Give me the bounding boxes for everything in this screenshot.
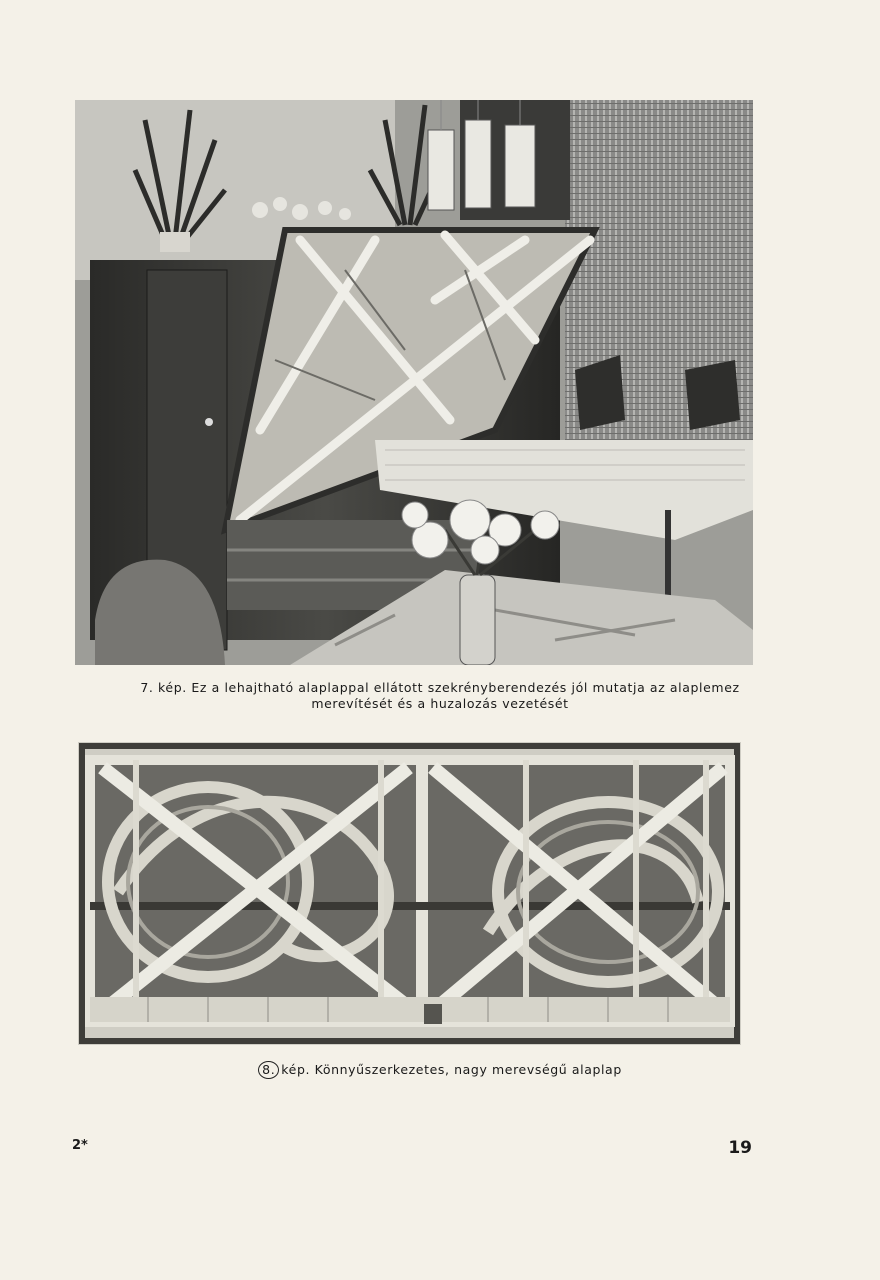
figure-8-number: 8. xyxy=(258,1061,279,1079)
signature-mark: 2* xyxy=(72,1138,88,1153)
figure-7-caption-line1: 7. kép. Ez a lehajtható alaplappal ellátott szekrényberendezés jól mutatja az alaplemez xyxy=(140,680,740,695)
figure-7-caption-line2: merevítését és a huzalozás vezetését xyxy=(311,696,569,711)
figure-8-caption-text: kép. Könnyűszerkezetes, nagy merevségű alaplap xyxy=(281,1062,622,1077)
figure-7-caption xyxy=(60,680,820,712)
figure-8-caption xyxy=(60,1061,820,1079)
page-number: 19 xyxy=(728,1138,752,1158)
figure-7-photo xyxy=(75,100,753,665)
figure-8-photo xyxy=(78,742,741,1045)
